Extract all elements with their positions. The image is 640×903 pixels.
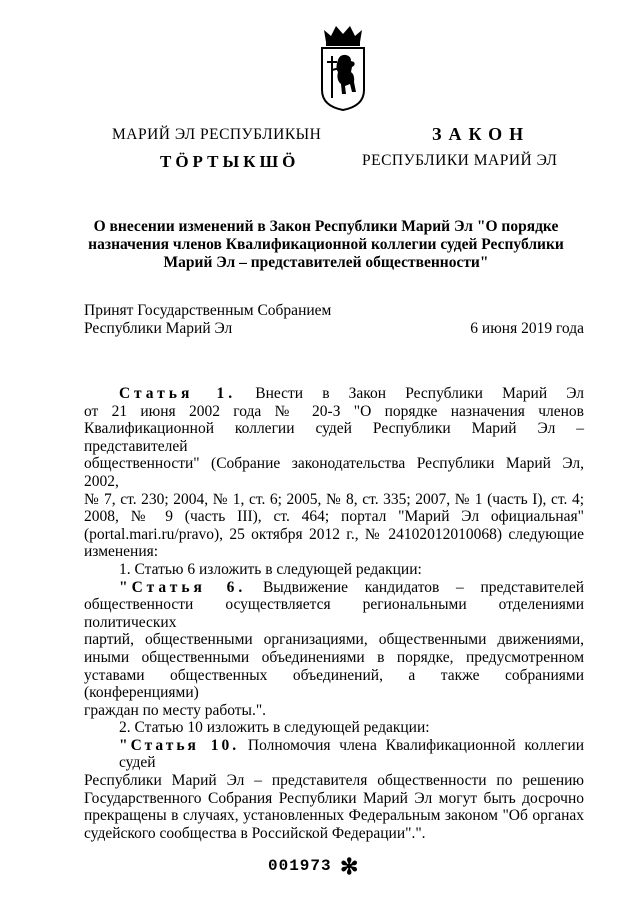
article1-first-line: Статья 1. Внести в Закон Республики Марий Эл [119,385,585,402]
body-line: граждан по месту работы.". [84,701,267,719]
article6-first-line: "Статья 6. Выдвижение кандидатов – представителей [119,578,584,596]
body-line: прекращены в случаях, установленных Федеральным законом "Об органах [84,807,584,825]
adoption-date: 6 июня 2019 года [470,320,584,337]
article10-label: "Статья 10. [119,736,240,754]
header-left-line1: МАРИЙ ЭЛ РЕСПУБЛИКЫН [112,126,322,143]
adopted-line2: Республики Марий Эл [84,320,233,337]
adopted-line1: Принят Государственным Собранием [84,302,332,319]
body-line: Государственного Собрания Республики Марий Эл могут быть досрочно [84,789,584,807]
article6-label: "Статья 6. [119,578,247,596]
article10-first-line: "Статья 10. Полномочия члена Квалификационной коллегии судей [119,736,584,772]
body-line: иными общественными объединениями в порядке, предусмотренном [84,648,584,666]
asterisk-mark-icon: ✻ [340,854,359,879]
body-line: (portal.mari.ru/pravo), 25 октября 2012 г., № 24102012010068) следующие [84,525,584,543]
coat-of-arms-emblem [318,20,368,112]
header-right-line2: РЕСПУБЛИКИ МАРИЙ ЭЛ [362,152,558,169]
body-line: общественности" (Собрание законодательства Республики Марий Эл, 2002, [84,455,584,490]
law-body [84,385,584,842]
body-line: судейского сообщества в Российской Федерации".". [84,824,426,842]
law-title: О внесении изменений в Закон Республики Марий Эл "О порядке назначения членов Квалификационной коллегии судей Республики Марий Эл – представителей общественности" [88,218,564,271]
body-line: Квалификационной коллегии судей Республики Марий Эл – представителей [84,420,584,455]
adoption-block [84,302,584,338]
header-right-line1: ЗАКОН [432,124,531,144]
item-2: 2. Статью 10 изложить в следующей редакции: [119,719,430,737]
body-line: изменения: [84,543,159,561]
item-1: 1. Статью 6 изложить в следующей редакции: [119,560,422,578]
header-left-line2: ТӦРТЫКШӦ [160,152,300,171]
body-line: общественности осуществляется региональными отделениями политических [84,596,584,631]
body-line: Республики Марий Эл – представителя общественности по решению [84,772,584,790]
body-line: 2008, № 9 (часть III), ст. 464; портал "Марий Эл официальная" [84,508,584,526]
article1-label: Статья 1. [119,385,237,402]
body-line: партий, общественными организациями, общественными движениями, [84,631,584,649]
body-line: уставами общественных объединений, а также собраниями (конференциями) [84,666,584,702]
body-line: от 21 июня 2002 года № 20-З "О порядке назначения членов [84,402,584,420]
body-line: № 7, ст. 230; 2004, № 1, ст. 6; 2005, № 8, ст. 335; 2007, № 1 (часть I), ст. 4; [84,490,584,508]
document-number: 001973 [268,857,332,875]
